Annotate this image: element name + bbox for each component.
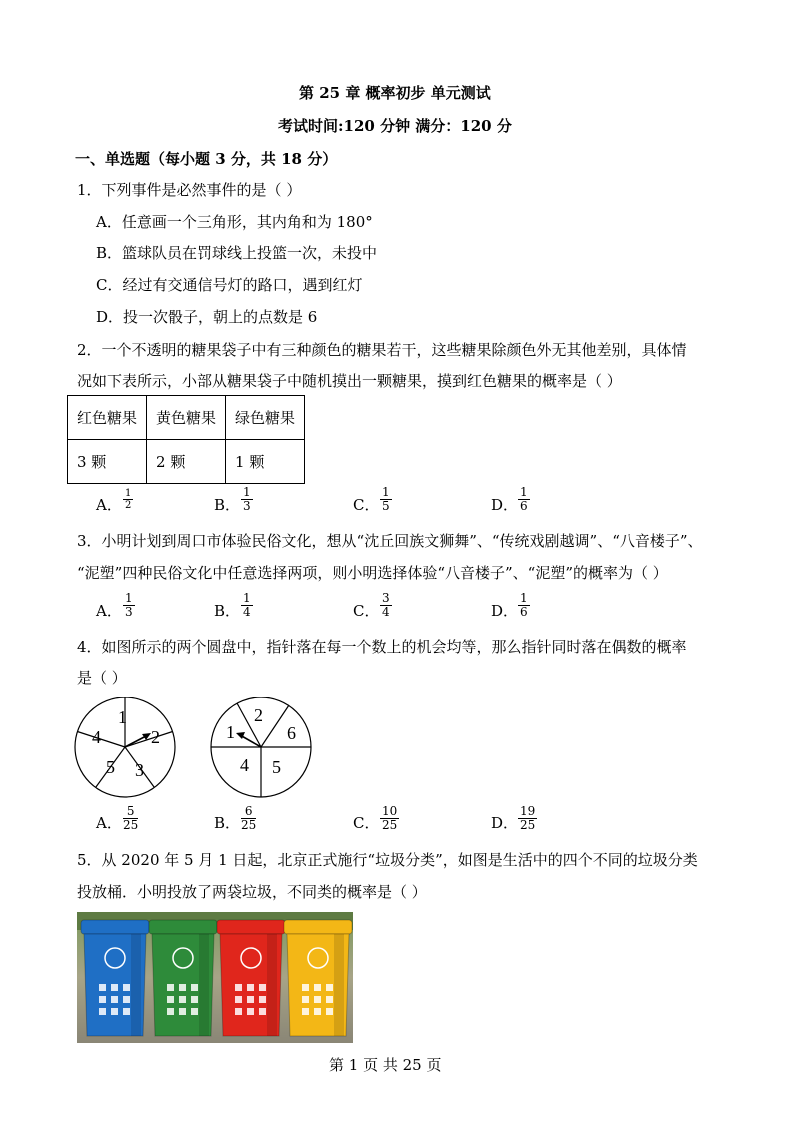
denominator: 4 (382, 605, 390, 619)
q3-option-d-label: D． (491, 602, 519, 620)
q2-option-d-label: D． (491, 496, 519, 514)
q3-stem-line2: “泥塑”四种民俗文化中任意选择两项，则小明选择体验“八音楼子”、“泥塑”的概率为（ ） (77, 564, 668, 582)
spinner-figures (74, 697, 334, 803)
denominator: 2 (125, 500, 132, 511)
section-heading: 一、单选题（每小题 3 分，共 18 分） (75, 150, 338, 168)
denominator: 25 (241, 818, 257, 832)
q2-option-a-label: A． (96, 496, 122, 514)
q2-stem-line2: 况如下表所示，小部从糖果袋子中随机摸出一颗糖果，摸到红色糖果的概率是（ ） (77, 372, 622, 390)
q3-stem-line1: 3．小明计划到周口市体验民俗文化，想从“沈丘回族文狮舞”、“传统戏剧越调”、“八音楼子”、 (77, 532, 703, 550)
page-title: 第 25 章 概率初步 单元测试 (299, 84, 491, 102)
sector-label: 1 (226, 722, 235, 742)
q2-option-d-fraction (518, 486, 530, 513)
q1-option-b: B．篮球队员在罚球线上投篮一次，未投中 (96, 244, 378, 262)
numerator: 1 (520, 485, 528, 499)
garbage-bins-photo (77, 912, 353, 1043)
q1-option-a: A．任意画一个三角形，其内角和为 180° (96, 213, 373, 231)
q1-stem: 1．下列事件是必然事件的是（ ） (77, 181, 302, 199)
sector-label: 4 (92, 727, 101, 747)
table-header-cell: 红色糖果 (68, 396, 147, 440)
numerator: 5 (126, 804, 135, 818)
numerator: 1 (125, 591, 133, 605)
q3-option-a-fraction (123, 592, 135, 619)
exam-info: 考试时间:120 分钟 满分：120 分 (278, 117, 512, 135)
sector-label: 5 (106, 757, 115, 777)
q3-option-b-fraction (241, 592, 253, 619)
q4-option-c-label: C． (353, 814, 380, 832)
sector-label: 3 (135, 760, 144, 780)
denominator: 4 (243, 605, 251, 619)
q2-option-c-label: C． (353, 496, 380, 514)
red-bin (217, 920, 285, 1036)
q1-option-c: C．经过有交通信号灯的路口，遇到红灯 (96, 276, 363, 294)
sector-label: 5 (272, 757, 281, 777)
q2-option-c-fraction (380, 486, 392, 513)
table-row (68, 440, 305, 484)
q3-option-c-label: C． (353, 602, 380, 620)
q4-option-a-fraction (123, 805, 138, 832)
sector-label: 1 (118, 707, 127, 727)
q3-option-d-fraction (518, 592, 530, 619)
q3-option-c-fraction (380, 592, 392, 619)
q5-stem-line1: 5．从 2020 年 5 月 1 日起，北京正式施行“垃圾分类”，如图是生活中的四个不同的垃圾分类 (77, 851, 698, 869)
denominator: 6 (520, 499, 528, 513)
denominator: 25 (520, 818, 536, 832)
table-header-cell: 黄色糖果 (147, 396, 226, 440)
q4-option-d-fraction (518, 805, 537, 832)
denominator: 25 (123, 818, 139, 832)
numerator: 1 (520, 591, 528, 605)
table-cell: 3 颗 (68, 440, 147, 484)
numerator: 1 (125, 488, 132, 499)
page-number: 第 1 页 共 25 页 (329, 1056, 442, 1074)
table-cell: 2 颗 (147, 440, 226, 484)
q4-option-a-label: A． (96, 814, 122, 832)
q4-option-b-fraction (241, 805, 256, 832)
numerator: 1 (382, 485, 390, 499)
q4-stem-line1: 4．如图所示的两个圆盘中，指针落在每一个数上的机会均等，那么指针同时落在偶数的概率 (77, 638, 687, 656)
blue-bin (81, 920, 149, 1036)
q2-option-b-label: B． (214, 496, 241, 514)
q2-option-a-fraction (123, 488, 133, 511)
yellow-bin (284, 920, 352, 1036)
denominator: 25 (382, 818, 398, 832)
q2-option-b-fraction (241, 486, 253, 513)
denominator: 3 (125, 605, 133, 619)
candy-table (67, 395, 305, 484)
sector-label: 6 (287, 723, 296, 743)
denominator: 5 (382, 499, 390, 513)
q5-stem-line2: 投放桶．小明投放了两袋垃圾，不同类的概率是（ ） (77, 883, 427, 901)
q1-option-d: D．投一次骰子，朝上的点数是 6 (96, 308, 318, 326)
table-cell: 1 颗 (226, 440, 305, 484)
q3-option-a-label: A． (96, 602, 122, 620)
green-bin (149, 920, 217, 1036)
numerator: 19 (520, 804, 536, 818)
q4-stem-line2: 是（ ） (77, 669, 127, 687)
q2-stem-line1: 2．一个不透明的糖果袋子中有三种颜色的糖果若干，这些糖果除颜色外无其他差别，具体情 (77, 341, 687, 359)
numerator: 1 (243, 485, 251, 499)
sector-label: 2 (254, 705, 263, 725)
q3-option-b-label: B． (214, 602, 241, 620)
table-header-cell: 绿色糖果 (226, 396, 305, 440)
numerator: 6 (244, 804, 253, 818)
denominator: 3 (243, 499, 251, 513)
table-header-row (68, 396, 305, 440)
q4-option-d-label: D． (491, 814, 519, 832)
q4-option-b-label: B． (214, 814, 241, 832)
q4-option-c-fraction (380, 805, 399, 832)
sector-label: 2 (151, 727, 160, 747)
numerator: 3 (382, 591, 390, 605)
denominator: 6 (520, 605, 528, 619)
numerator: 1 (243, 591, 251, 605)
sector-label: 4 (240, 755, 249, 775)
numerator: 10 (382, 804, 398, 818)
spinner-1-numbers (92, 707, 160, 780)
